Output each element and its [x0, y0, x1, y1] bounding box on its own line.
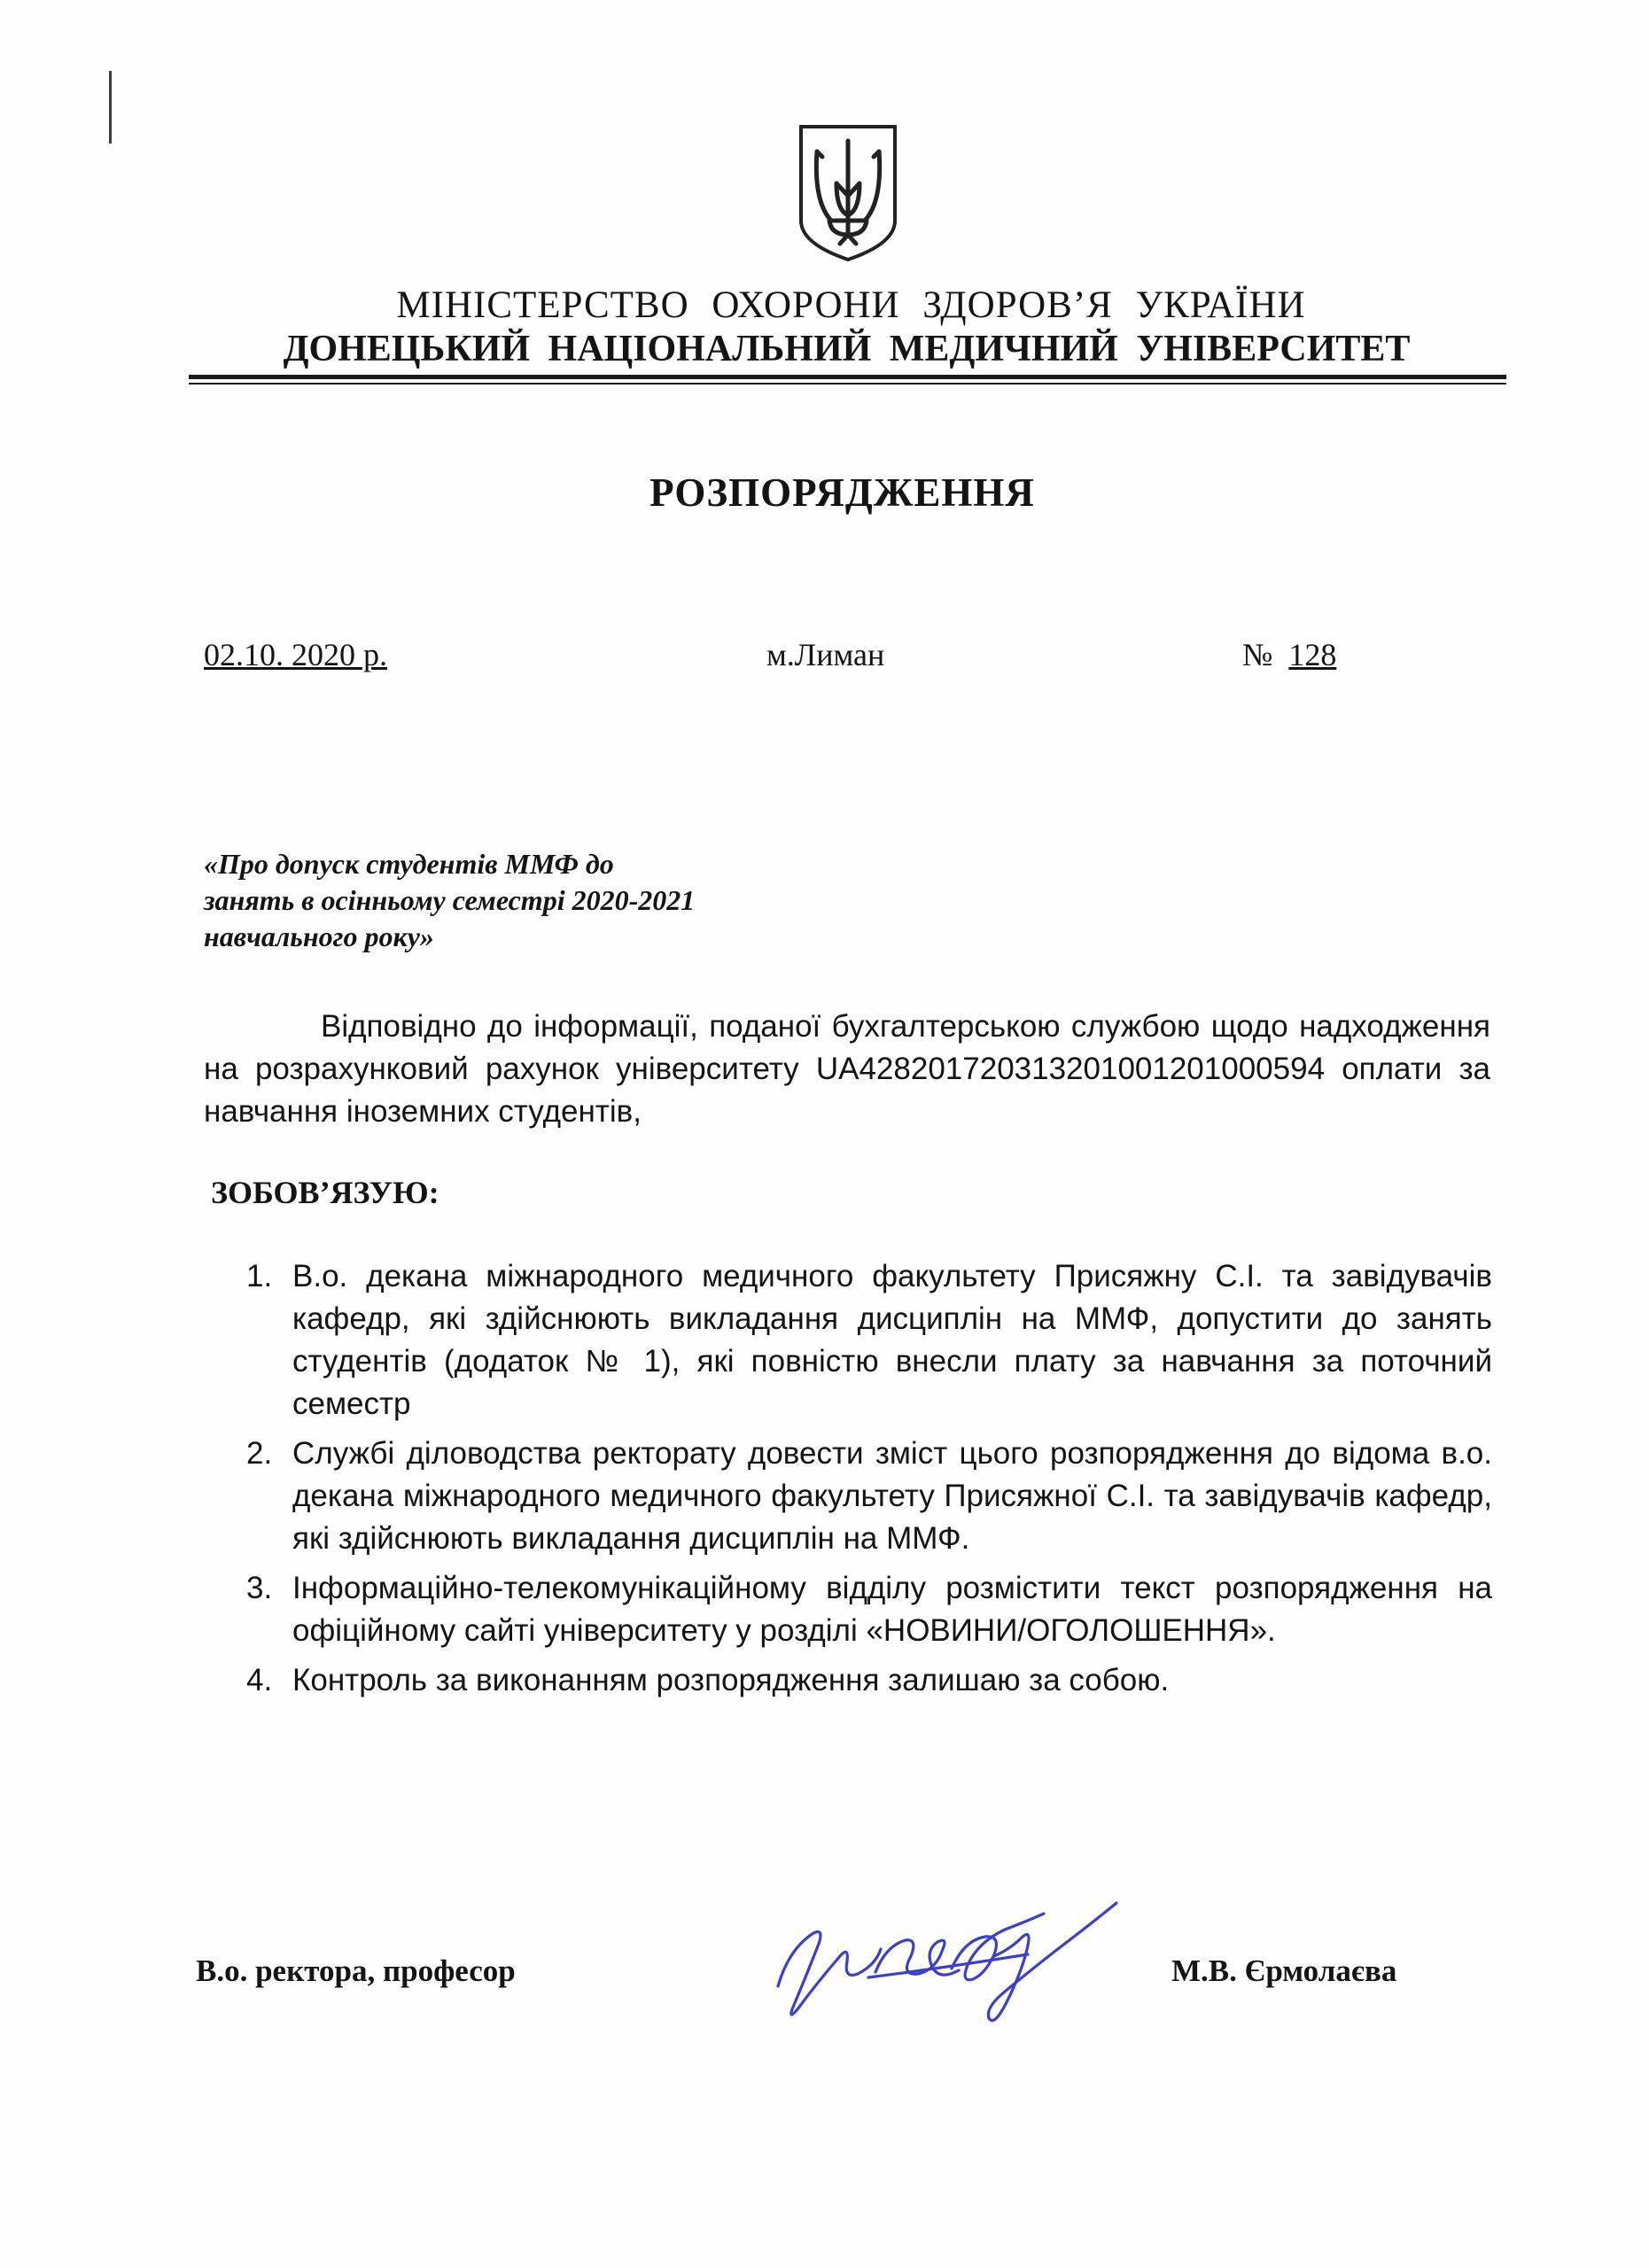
order-item-text: Службі діловодства ректорату довести зміст цього розпорядження до відома в.о. декана міжнародного медичного факультету Присяжної С.І. та завідувачів кафедр, які здійснюють викладання дисциплін на ММФ. [292, 1436, 1492, 1556]
handwritten-signature [762, 1887, 1143, 2029]
header-divider-thin [189, 383, 1506, 384]
order-item-text: В.о. декана міжнародного медичного факультету Присяжну С.І. та завідувачів кафедр, які здійснюють викладання дисциплін на ММФ, допустити до занять студентів (додаток № 1), які повністю внесли плату за навчання за поточний семестр [292, 1259, 1492, 1421]
order-item-text: Інформаційно-телекомунікаційному відділу розмістити текст розпорядження на офіційному сайті університету у розділі «НОВИНИ/ОГОЛОШЕННЯ». [292, 1571, 1492, 1648]
number-value: 128 [1288, 637, 1337, 672]
order-item-index: 4. [246, 1663, 273, 1697]
document-title: РОЗПОРЯДЖЕННЯ [649, 470, 1035, 515]
ministry-name: МІНІСТЕРСТВО ОХОРОНИ ЗДОРОВ’Я УКРАЇНИ [396, 284, 1306, 326]
order-item [246, 1255, 1492, 1425]
header-divider-thick [189, 375, 1506, 379]
subject-line: «Про допуск студентів ММФ до [204, 848, 614, 880]
signatory-name: М.В. Єрмолаєва [1171, 1953, 1397, 1988]
subject-line: навчального року» [204, 920, 434, 952]
document-subject [204, 846, 695, 955]
document-date: 02.10. 2020 р. [204, 637, 387, 672]
signatory-role: В.о. ректора, професор [196, 1953, 516, 1988]
order-item-index: 1. [246, 1259, 273, 1293]
ukraine-trident-emblem-icon [796, 121, 900, 263]
document-city: м.Лиман [766, 637, 885, 672]
order-item [246, 1659, 1492, 1702]
document-number [1242, 636, 1336, 673]
oblige-heading: ЗОБОВ’ЯЗУЮ: [211, 1175, 439, 1210]
order-items-list [246, 1255, 1492, 1709]
subject-line: занять в осінньому семестрі 2020-2021 [204, 884, 696, 916]
order-item-index: 3. [246, 1571, 273, 1605]
number-label: № [1242, 637, 1273, 672]
order-item [246, 1567, 1492, 1652]
order-item [246, 1433, 1492, 1560]
preamble-paragraph: Відповідно до інформації, поданої бухгалтерською службою щодо надходження на розрахунковий рахунок університету UA428201720313201001201000594 оплати за навчання іноземних студентів, [204, 1009, 1490, 1129]
order-item-text: Контроль за виконанням розпорядження залишаю за собою. [292, 1663, 1170, 1697]
order-item-index: 2. [246, 1436, 273, 1471]
university-name: ДОНЕЦЬКИЙ НАЦІОНАЛЬНИЙ МЕДИЧНИЙ УНІВЕРСИТЕТ [283, 329, 1411, 369]
margin-mark [109, 71, 112, 144]
